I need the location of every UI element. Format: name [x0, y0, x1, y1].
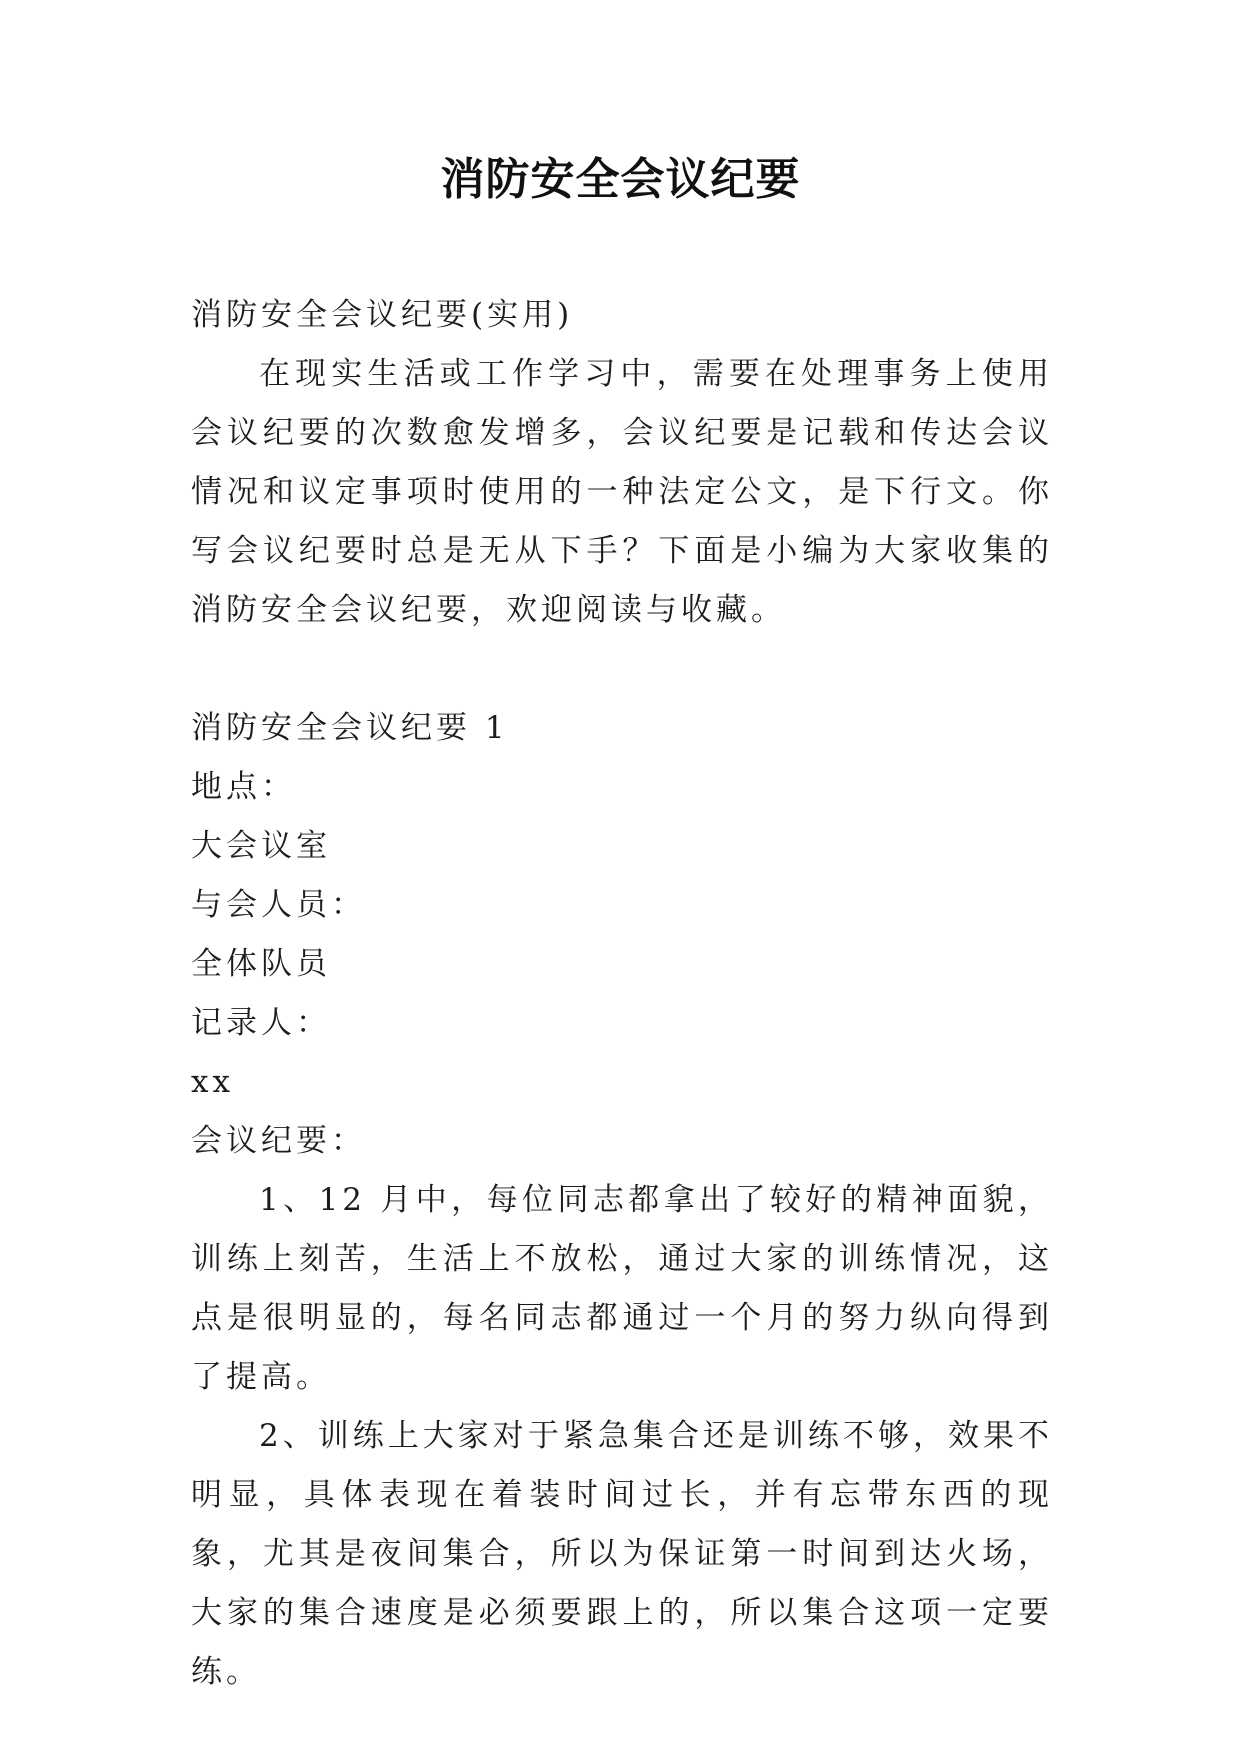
minutes-item-1: 1、12 月中，每位同志都拿出了较好的精神面貌，训练上刻苦，生活上不放松，通过大家的训练情况，这点是很明显的，每名同志都通过一个月的努力纵向得到了提高。 [191, 1182, 1053, 1395]
paragraph-spacer [191, 640, 1053, 699]
recorder-label: 记录人： [191, 1005, 331, 1041]
intro-paragraph: 在现实生活或工作学习中，需要在处理事务上使用会议纪要的次数愈发增多，会议纪要是记载和传达会议情况和议定事项时使用的一种法定公文，是下行文。你写会议纪要时总是无从下手？下面是小编为大家收集的消防安全会议纪要，欢迎阅读与收藏。 [191, 356, 1053, 628]
location-label: 地点： [191, 769, 296, 805]
section-heading: 消防安全会议纪要 1 [191, 710, 509, 746]
attendees-label: 与会人员： [191, 887, 366, 923]
location-value: 大会议室 [191, 828, 331, 864]
minutes-label: 会议纪要： [191, 1123, 366, 1159]
document-title: 消防安全会议纪要 [440, 154, 801, 205]
recorder-value: xx [191, 1064, 234, 1100]
document-subtitle: 消防安全会议纪要(实用) [191, 297, 574, 333]
attendees-value: 全体队员 [191, 946, 331, 982]
document-body [191, 286, 1053, 1702]
minutes-item-2: 2、训练上大家对于紧急集合还是训练不够，效果不明显，具体表现在着装时间过长，并有忘带东西的现象，尤其是夜间集合，所以为保证第一时间到达火场，大家的集合速度是必须要跟上的，所以集合这项一定要练。 [191, 1418, 1053, 1690]
